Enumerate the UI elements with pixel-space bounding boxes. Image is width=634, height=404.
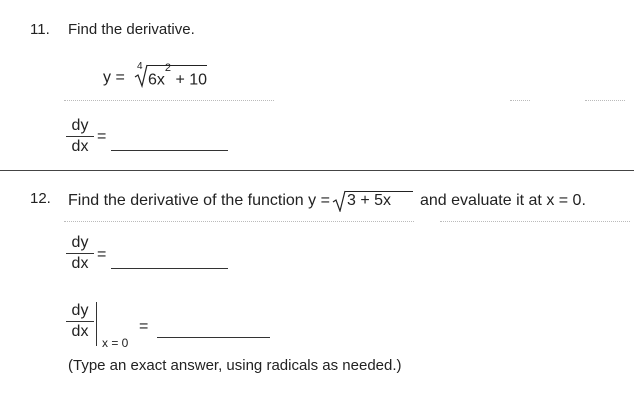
- question-12-prompt: [68, 192, 330, 210]
- answer-blank-12b[interactable]: [157, 337, 270, 338]
- exponent: 2: [164, 62, 172, 74]
- evaluation-point: x = 0: [102, 336, 129, 350]
- answer-blank-12a[interactable]: [111, 268, 228, 269]
- prompt-part-b: and evaluate it at x = 0.: [420, 192, 586, 209]
- derivative-fraction: [66, 117, 94, 156]
- radicand: [148, 62, 208, 89]
- dotted-separator: [440, 221, 630, 222]
- question-11-number: 11.: [30, 21, 50, 38]
- fourth-root-icon: [134, 64, 148, 88]
- fraction-denominator: dx: [71, 323, 89, 340]
- fraction-denominator: dx: [71, 138, 89, 155]
- radicand: 3 + 5x: [347, 192, 392, 209]
- derivative-fraction: [66, 234, 94, 273]
- evaluation-bar: [96, 302, 97, 346]
- section-divider: [0, 170, 634, 171]
- dotted-separator: [64, 221, 414, 222]
- radical-index: 4: [137, 61, 143, 72]
- equals-sign: =: [97, 246, 107, 263]
- equals-sign: =: [97, 128, 107, 145]
- answer-blank-11[interactable]: [111, 150, 228, 151]
- fraction-numerator: dy: [71, 234, 89, 251]
- question-12-number: 12.: [30, 190, 51, 207]
- question-11-function: [103, 69, 125, 87]
- evaluated-derivative-fraction: [66, 302, 94, 341]
- fraction-bar: [66, 321, 94, 322]
- prompt-part-a: Find the derivative of the function y =: [68, 192, 330, 209]
- fraction-numerator: dy: [71, 117, 89, 134]
- square-root-icon: [332, 190, 346, 212]
- dotted-separator: [585, 100, 625, 101]
- dotted-separator: [64, 100, 274, 101]
- radicand-term-b: + 10: [175, 71, 208, 89]
- instruction-note: (Type an exact answer, using radicals as needed.): [68, 357, 402, 374]
- fraction-denominator: dx: [71, 255, 89, 272]
- dotted-separator: [510, 100, 530, 101]
- fraction-bar: [66, 253, 94, 254]
- equals-sign: =: [139, 318, 149, 335]
- radicand-term-a: 6x: [148, 71, 165, 89]
- fraction-bar: [66, 136, 94, 137]
- radical-overline: [147, 65, 207, 66]
- function-y-equals: y =: [103, 69, 125, 86]
- fraction-numerator: dy: [71, 302, 89, 319]
- question-11-prompt: Find the derivative.: [68, 21, 195, 38]
